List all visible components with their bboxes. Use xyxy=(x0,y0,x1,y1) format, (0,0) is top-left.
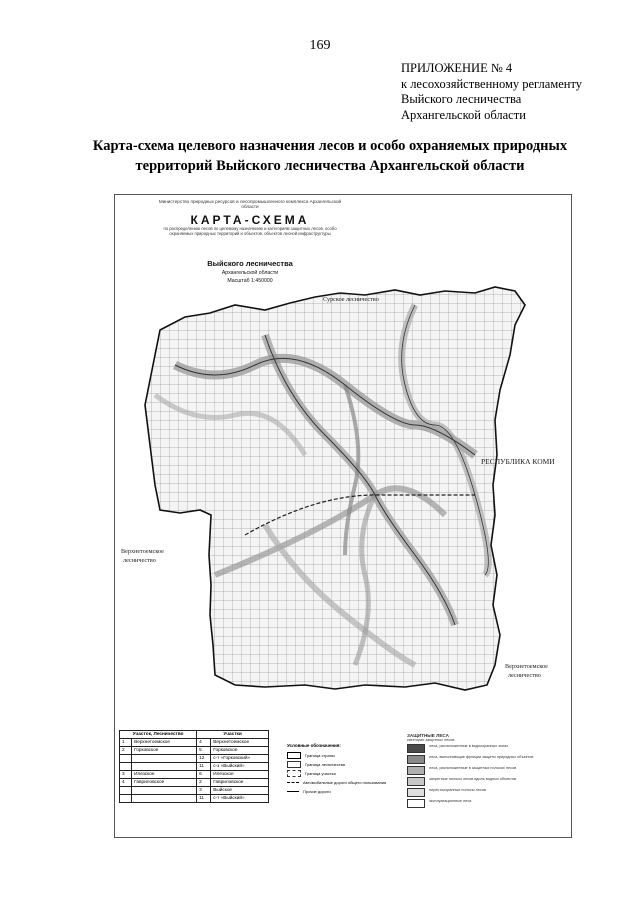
map-ministry: Министерство природных ресурсов и лесопромышленного комплекса Архангельской области xyxy=(158,199,342,210)
neighbor-west-label-2: лесничество xyxy=(123,557,156,564)
protective-item xyxy=(407,755,565,766)
protective-swatch xyxy=(407,744,425,753)
table-row xyxy=(120,739,269,747)
neighbor-west-label: Верхнетоемское xyxy=(121,548,164,555)
district-name: Верхнетоемское xyxy=(211,739,269,747)
protective-swatch xyxy=(407,766,425,775)
legend-item xyxy=(287,787,397,796)
table-row xyxy=(120,787,269,795)
protective-label: леса, расположенные в защитных полосах лесов xyxy=(429,766,517,770)
neighbor-se-label: Верхнетоемское xyxy=(505,663,548,670)
protective-item xyxy=(407,744,565,755)
neighbor-north-label: Сурское лесничество xyxy=(323,296,379,303)
district-name: с-т «Выйский» xyxy=(211,795,269,803)
forest-name xyxy=(132,787,197,795)
legend-item xyxy=(287,751,397,760)
row-number xyxy=(120,763,132,771)
forest-name: Верхнетоемское xyxy=(132,739,197,747)
legend-label: Граница участка xyxy=(305,771,336,776)
row-code: 11 xyxy=(197,763,211,771)
district-name: Горковское xyxy=(211,747,269,755)
district-table-header: Участки xyxy=(197,731,269,739)
title-line: территорий Выйского лесничества Архангельской области xyxy=(135,158,525,174)
map-frame xyxy=(114,194,572,838)
neighbor-east-label: РЕСПУБЛИКА КОМИ xyxy=(481,457,555,466)
protective-swatch xyxy=(407,777,425,786)
forest-name: Илезское xyxy=(132,771,197,779)
protective-label: эксплуатационные леса xyxy=(429,799,472,803)
forest-name: Гавриловское xyxy=(132,779,197,787)
protective-item xyxy=(407,799,565,810)
row-code: 4 xyxy=(197,739,211,747)
legend-swatch xyxy=(287,752,301,759)
district-name: Выйское xyxy=(211,787,269,795)
map-region: Архангельской области xyxy=(221,270,279,276)
district-name: с-т «Горковский» xyxy=(211,755,269,763)
legend-swatch xyxy=(287,770,301,777)
district-name: с-з «Выйский» xyxy=(211,763,269,771)
page-number: 169 xyxy=(309,38,331,53)
legend-swatch xyxy=(287,791,299,792)
protective-swatch xyxy=(407,799,425,808)
map-scale: Масштаб 1:450000 xyxy=(227,278,273,284)
table-row xyxy=(120,771,269,779)
document-title xyxy=(60,136,600,176)
row-number: 1 xyxy=(120,739,132,747)
protective-label: леса, расположенные в водоохранных зонах xyxy=(429,744,509,748)
forest-name xyxy=(132,795,197,803)
appendix-line: ПРИЛОЖЕНИЕ № 4 xyxy=(401,61,513,75)
protective-swatch xyxy=(407,755,425,764)
forest-name xyxy=(132,755,197,763)
map-subheading: по распределению лесов по целевому назначению и категориям защитных лесов, особо охраняемых природных территорий и объектов, объектов лесной инфраструктуры xyxy=(163,226,337,237)
map-legend xyxy=(287,743,397,796)
district-table-header: Участок, Лесничество xyxy=(120,731,197,739)
district-table xyxy=(119,730,269,803)
row-number xyxy=(120,795,132,803)
forest-name xyxy=(132,763,197,771)
district-name: Гавриловское xyxy=(211,779,269,787)
legend-label: Граница страны xyxy=(305,753,335,758)
protective-label: леса, выполняющие функции защиты природных объектов xyxy=(429,755,534,759)
legend-swatch xyxy=(287,782,299,783)
protective-label: запретные полосы лесов вдоль водных объектов xyxy=(429,777,516,781)
map-name: Выйского лесничества xyxy=(207,259,293,268)
row-code: 12 xyxy=(197,755,211,763)
legend-item xyxy=(287,769,397,778)
protective-swatch xyxy=(407,788,425,797)
legend-item xyxy=(287,760,397,769)
legend-item xyxy=(287,778,397,787)
table-row xyxy=(120,747,269,755)
protective-label: нерестоохранные полосы лесов xyxy=(429,788,486,792)
table-row xyxy=(120,755,269,763)
protective-subheader: категории защитных лесов xyxy=(407,738,455,742)
legend-label: Прочие дороги xyxy=(303,789,331,794)
table-row xyxy=(120,779,269,787)
appendix-line: к лесохозяйственному регламенту xyxy=(401,76,583,91)
title-line: Карта-схема целевого назначения лесов и особо охраняемых природных xyxy=(92,138,568,154)
row-number: 4 xyxy=(120,779,132,787)
table-row xyxy=(120,763,269,771)
protective-item xyxy=(407,777,565,788)
neighbor-se-label-2: лесничество xyxy=(508,672,541,679)
district-name: Илезское xyxy=(211,771,269,779)
row-code: 5 xyxy=(197,747,211,755)
row-number: 2 xyxy=(120,747,132,755)
protective-forests-legend xyxy=(407,733,565,810)
table-row xyxy=(120,795,269,803)
legend-swatch xyxy=(287,761,301,768)
map-heading: КАРТА-СХЕМА xyxy=(190,213,310,227)
appendix-block xyxy=(401,61,582,123)
legend-label: Граница лесничества xyxy=(305,762,345,767)
protective-item xyxy=(407,766,565,777)
legend-label: Автомобильные дороги общего пользования xyxy=(303,780,387,785)
row-code: 6 xyxy=(197,771,211,779)
row-code: 3 xyxy=(197,787,211,795)
appendix-line: Выйского лесничества xyxy=(401,92,522,106)
protective-item xyxy=(407,788,565,799)
row-code: 11 xyxy=(197,795,211,803)
appendix-line: Архангельской области xyxy=(401,107,526,122)
row-code: 2 xyxy=(197,779,211,787)
forest-name: Горковское xyxy=(132,747,197,755)
row-number xyxy=(120,787,132,795)
protective-header: ЗАЩИТНЫЕ ЛЕСА xyxy=(407,733,449,738)
row-number xyxy=(120,755,132,763)
row-number: 3 xyxy=(120,771,132,779)
legend-header: Условные обозначения: xyxy=(287,743,341,748)
